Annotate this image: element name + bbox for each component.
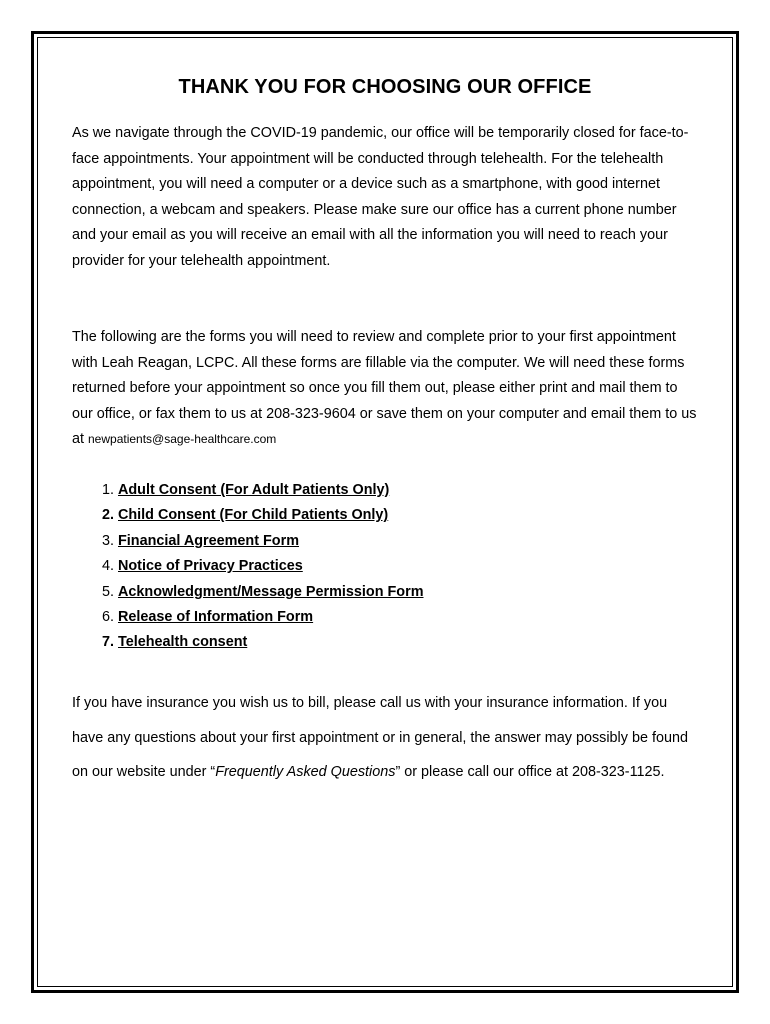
forms-instructions-paragraph: [72, 325, 697, 453]
form-link-financial-agreement[interactable]: Financial Agreement Form: [118, 532, 299, 549]
page-title: THANK YOU FOR CHOOSING OUR OFFICE: [178, 76, 592, 98]
form-link-release-of-information[interactable]: Release of Information Form: [118, 609, 314, 626]
email-address[interactable]: newpatients@sage-healthcare.com: [88, 432, 277, 446]
insurance-text-end: ” or please call our office at 208-323-1125.: [395, 764, 665, 780]
faq-reference: Frequently Asked Questions: [215, 764, 396, 780]
insurance-text: If you have insurance you wish us to bill, please call us with your insurance information. If you have any questions about your first appointment or in general, the answer may possibly be found on our website under “: [72, 695, 688, 780]
forms-instructions-text: The following are the forms you will need to review and complete prior to your first appointment with Leah Reagan, LCPC. All these forms are fillable via the computer. We will need these forms returned before your appointment so once you fill them out, please either print and mail them to our office, or fax them to us at 208-323-9604 or save them on your computer and email them to us at: [72, 329, 697, 447]
list-item: [118, 580, 424, 605]
list-item: [118, 554, 424, 579]
form-link-adult-consent[interactable]: Adult Consent (For Adult Patients Only): [118, 482, 390, 498]
form-link-child-consent[interactable]: Child Consent (For Child Patients Only): [118, 507, 389, 524]
form-link-acknowledgment[interactable]: Acknowledgment/Message Permission Form: [118, 583, 424, 600]
list-item: [118, 503, 424, 528]
list-item: [118, 529, 424, 554]
covid-notice-paragraph: As we navigate through the COVID-19 pandemic, our office will be temporarily closed for face-to-face appointments. Your appointment will be conducted through telehealth. For the telehealth appointment, you will need a computer or a device such as a smartphone, with good internet connection, a webcam and speakers. Please make sure our office has a current phone number and your email as you will receive an email with all the information you will need to reach your provider for your telehealth appointment.: [72, 125, 689, 269]
insurance-paragraph: [72, 686, 697, 790]
form-link-privacy-practices[interactable]: Notice of Privacy Practices: [118, 558, 303, 575]
list-item: [118, 478, 424, 503]
list-item: [118, 605, 424, 630]
forms-list: [72, 478, 424, 656]
form-link-telehealth-consent[interactable]: Telehealth consent: [118, 634, 248, 651]
list-item: [118, 630, 424, 655]
